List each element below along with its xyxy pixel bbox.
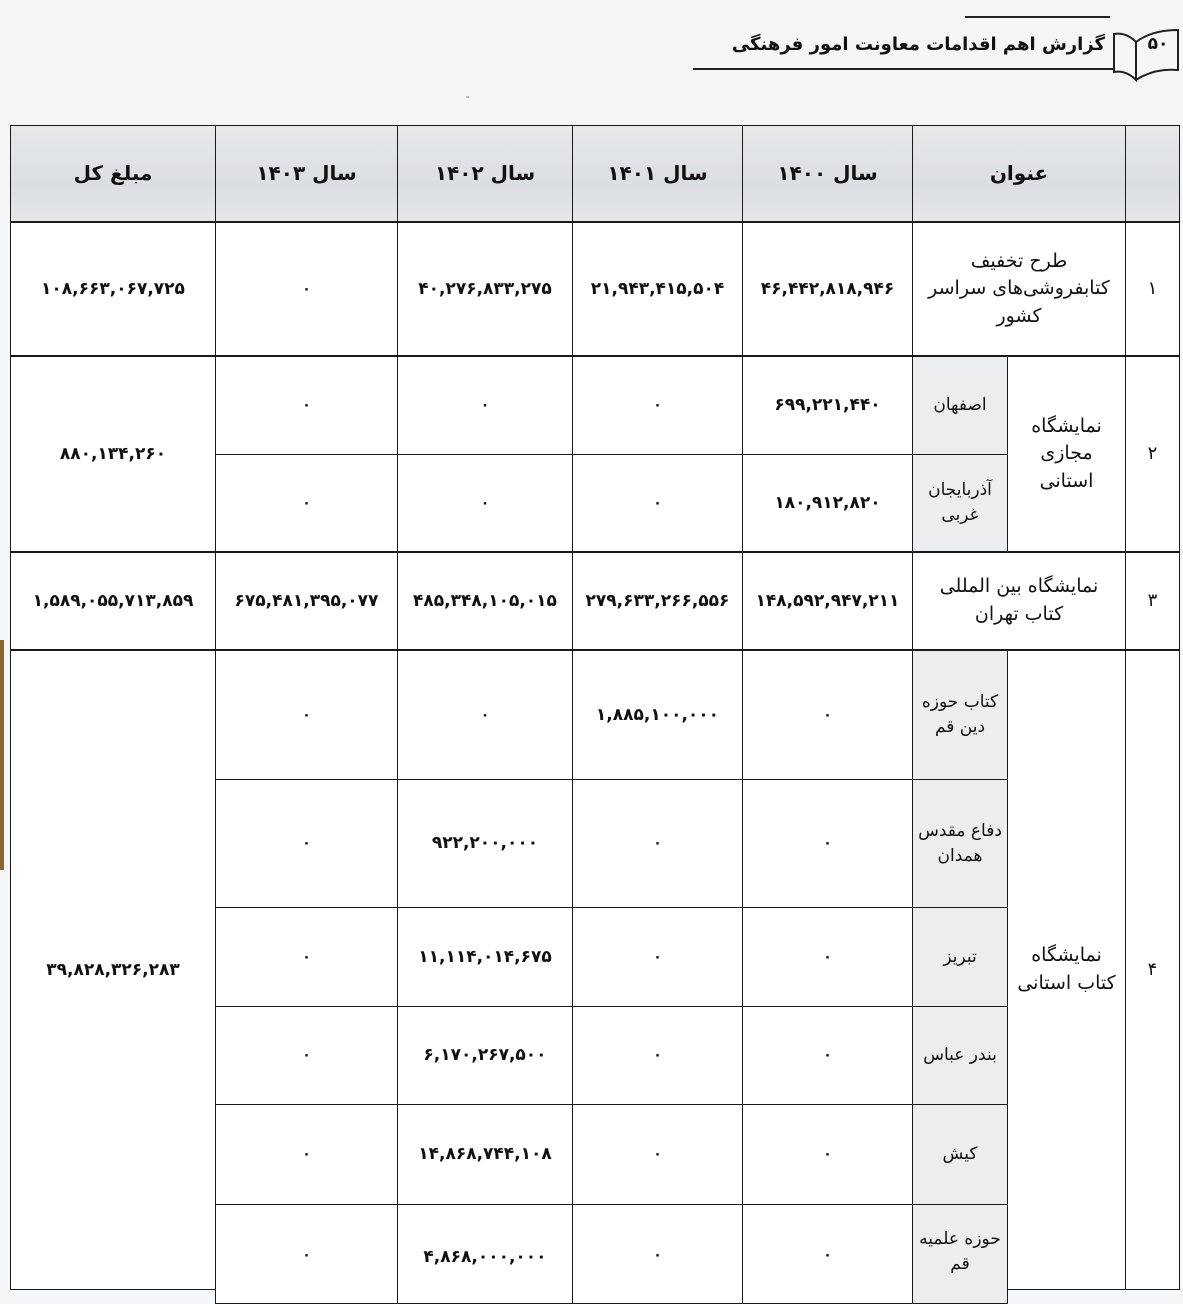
row-number: ۴ — [1125, 650, 1180, 1290]
row-title: نمایشگاه مجازی استانی — [1007, 356, 1126, 552]
cell-1402: ۹۲۲,۲۰۰,۰۰۰ — [397, 779, 573, 908]
cell-1403: ۰ — [215, 650, 398, 780]
cell-total: ۸۸۰,۱۳۴,۲۶۰ — [10, 356, 216, 552]
col-header-1402: سال ۱۴۰۲ — [397, 125, 573, 222]
cell-1401: ۰ — [572, 907, 743, 1007]
page-header — [0, 0, 1183, 100]
row-number: ۲ — [1125, 356, 1180, 552]
row-number: ۳ — [1125, 552, 1180, 650]
header-rule-top — [965, 16, 1110, 18]
cell-1400: ۰ — [742, 650, 913, 780]
col-header-1401: سال ۱۴۰۱ — [572, 125, 743, 222]
cell-1401: ۰ — [572, 1006, 743, 1105]
cell-1402: ۰ — [397, 356, 573, 455]
cell-1401: ۰ — [572, 356, 743, 455]
cell-1402: ۰ — [397, 454, 573, 552]
cell-1401: ۰ — [572, 454, 743, 552]
page-title: گزارش اهم اقدامات معاونت امور فرهنگی — [731, 34, 1105, 55]
cell-1401: ۲۷۹,۶۳۳,۲۶۶,۵۵۶ — [572, 552, 743, 650]
cell-1403: ۰ — [215, 779, 398, 908]
cell-1400: ۰ — [742, 1006, 913, 1105]
header-rule-bottom — [693, 68, 1113, 70]
col-header-number — [1125, 125, 1180, 222]
sub-row-title: آذربایجان غربی — [912, 454, 1008, 552]
cell-total: ۳۹,۸۲۸,۳۲۶,۲۸۳ — [10, 650, 216, 1290]
cell-1401: ۰ — [572, 1204, 743, 1304]
cell-1401: ۲۱,۹۴۳,۴۱۵,۵۰۴ — [572, 222, 743, 356]
cell-1402: ۴۸۵,۳۴۸,۱۰۵,۰۱۵ — [397, 552, 573, 650]
cell-1402: ۱۴,۸۶۸,۷۴۴,۱۰۸ — [397, 1104, 573, 1205]
cell-1403: ۰ — [215, 1204, 398, 1304]
col-header-1403: سال ۱۴۰۳ — [215, 125, 398, 222]
sub-row-title: دفاع مقدس همدان — [912, 779, 1008, 908]
cell-total: ۱۰۸,۶۶۳,۰۶۷,۷۲۵ — [10, 222, 216, 356]
page-edge-shadow — [0, 640, 4, 870]
speck — [466, 96, 469, 98]
sub-row-title: بندر عباس — [912, 1006, 1008, 1105]
cell-1403: ۰ — [215, 907, 398, 1007]
cell-1400: ۶۹۹,۲۲۱,۴۴۰ — [742, 356, 913, 455]
sub-row-title: کیش — [912, 1104, 1008, 1205]
sub-row-title: کتاب حوزه دین قم — [912, 650, 1008, 780]
cell-1403: ۶۷۵,۴۸۱,۳۹۵,۰۷۷ — [215, 552, 398, 650]
cell-1403: ۰ — [215, 1006, 398, 1105]
cell-total: ۱,۵۸۹,۰۵۵,۷۱۳,۸۵۹ — [10, 552, 216, 650]
cell-1401: ۰ — [572, 1104, 743, 1205]
cell-1402: ۴۰,۲۷۶,۸۳۳,۲۷۵ — [397, 222, 573, 356]
cell-1400: ۱۴۸,۵۹۲,۹۴۷,۲۱۱ — [742, 552, 913, 650]
cell-1400: ۰ — [742, 907, 913, 1007]
col-header-total: مبلغ کل — [10, 125, 216, 222]
cell-1403: ۰ — [215, 1104, 398, 1205]
cell-1403: ۰ — [215, 222, 398, 356]
cell-1401: ۰ — [572, 779, 743, 908]
cell-1400: ۰ — [742, 1204, 913, 1304]
cell-1400: ۰ — [742, 779, 913, 908]
cell-1400: ۴۶,۴۴۲,۸۱۸,۹۴۶ — [742, 222, 913, 356]
cell-1402: ۱۱,۱۱۴,۰۱۴,۶۷۵ — [397, 907, 573, 1007]
cell-1402: ۶,۱۷۰,۲۶۷,۵۰۰ — [397, 1006, 573, 1105]
col-header-title: عنوان — [912, 125, 1126, 222]
cell-1400: ۱۸۰,۹۱۲,۸۲۰ — [742, 454, 913, 552]
page-number: ۵۰ — [1147, 34, 1169, 54]
cell-1400: ۰ — [742, 1104, 913, 1205]
cell-1401: ۱,۸۸۵,۱۰۰,۰۰۰ — [572, 650, 743, 780]
sub-row-title: اصفهان — [912, 356, 1008, 455]
row-number: ۱ — [1125, 222, 1180, 356]
cell-1402: ۰ — [397, 650, 573, 780]
cell-1402: ۴,۸۶۸,۰۰۰,۰۰۰ — [397, 1204, 573, 1304]
row-title: طرح تخفیف کتابفروشی‌های سراسر کشور — [912, 222, 1126, 356]
sub-row-title: تبریز — [912, 907, 1008, 1007]
cell-1403: ۰ — [215, 356, 398, 455]
row-title: نمایشگاه کتاب استانی — [1007, 650, 1126, 1290]
sub-row-title: حوزه علمیه قم — [912, 1204, 1008, 1304]
cell-1403: ۰ — [215, 454, 398, 552]
col-header-1400: سال ۱۴۰۰ — [742, 125, 913, 222]
row-title: نمایشگاه بین المللی کتاب تهران — [912, 552, 1126, 650]
